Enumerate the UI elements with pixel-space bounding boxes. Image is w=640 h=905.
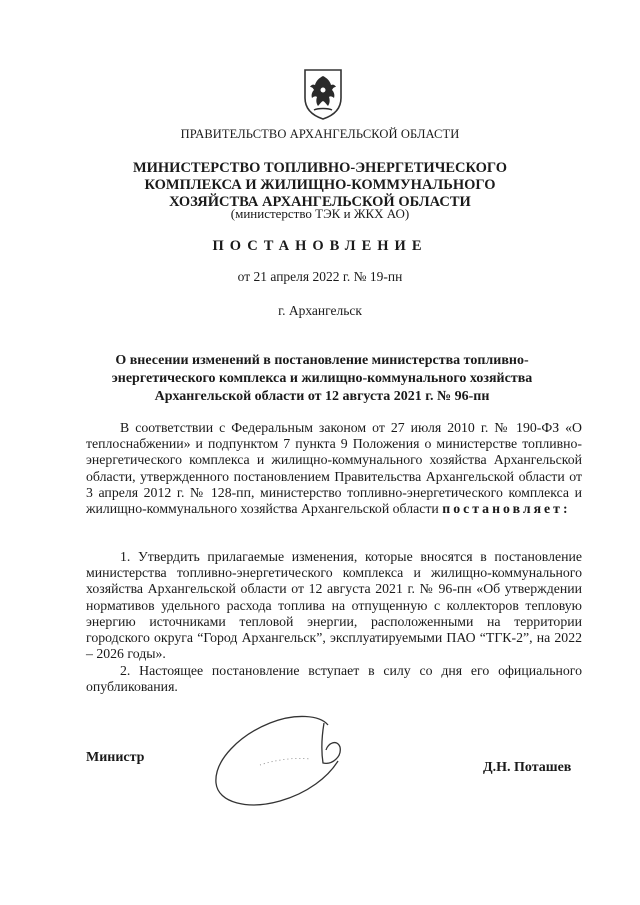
preamble-paragraph	[86, 420, 582, 517]
ministry-name-line: МИНИСТЕРСТВО ТОПЛИВНО-ЭНЕРГЕТИЧЕСКОГО	[132, 160, 508, 176]
ministry-name	[0, 160, 640, 211]
ministry-short-name: (министерство ТЭК и ЖКХ АО)	[230, 206, 410, 221]
signatory-name: Д.Н. Поташев	[483, 760, 572, 775]
document-date-number: от 21 апреля 2022 г. № 19-пн	[237, 269, 403, 284]
preamble-text: В соответствии с Федеральным законом от 27 июля 2010 г. № 190-ФЗ «О теплоснабжении» и подпунктом 7 пункта 9 Положения о министерстве топливно-энергетического комплекса и жилищно-коммунального хозяйства Архангельской области, утвержденного постановлением Правительства Архангельской области от 3 апреля 2012 г. № 128-пп, министерство топливно-энергетического комплекса и жилищно-коммунального хозяйства Архангельской области	[86, 420, 582, 517]
ministry-name-line: ХОЗЯЙСТВА АРХАНГЕЛЬСКОЙ ОБЛАСТИ	[169, 194, 471, 210]
ministry-name-line: КОМПЛЕКСА И ЖИЛИЩНО-КОММУНАЛЬНОГО	[144, 177, 496, 193]
coat-of-arms-icon	[302, 68, 344, 120]
document-type: ПОСТАНОВЛЕНИЕ	[212, 238, 428, 254]
handwritten-signature	[200, 705, 375, 815]
item-1-paragraph: 1. Утвердить прилагаемые изменения, которые вносятся в постановление министерства топливно-энергетического комплекса и жилищно-коммунального хозяйства Архангельской области от 12 августа 2021 г. № 96-пн «Об утверждении нормативов удельного расхода топлива на отпущенную с коллекторов тепловую энергию источниками тепловой энергии, расположенными на территории городского округа “Город Архангельск”, эксплуатируемыми ПАО “ТГК-2”, на 2022 – 2026 годы».	[86, 549, 582, 662]
resolves-word: постановляет:	[442, 501, 571, 517]
government-title: ПРАВИТЕЛЬСТВО АРХАНГЕЛЬСКОЙ ОБЛАСТИ	[180, 127, 460, 141]
document-city: г. Архангельск	[278, 303, 362, 318]
item-2-paragraph: 2. Настоящее постановление вступает в силу со дня его официального опубликования.	[86, 663, 582, 695]
signatory-title: Министр	[86, 750, 145, 765]
document-subject: О внесении изменений в постановление министерства топливно-энергетического комплекса и жилищно-коммунального хозяйства Архангельской области от 12 августа 2021 г. № 96-пн	[111, 353, 533, 404]
